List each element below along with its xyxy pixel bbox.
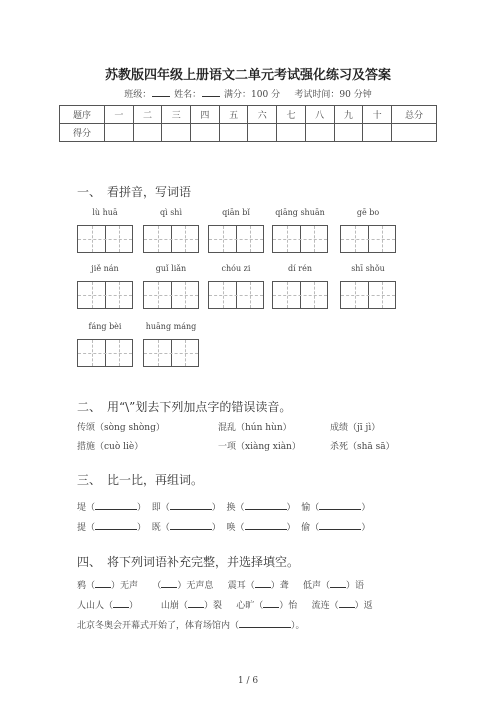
header-cell: 七 bbox=[277, 106, 306, 124]
q4-text: 震耳（ bbox=[227, 581, 255, 591]
class-label: 班级： bbox=[124, 90, 152, 100]
q3-paren: ） bbox=[137, 503, 147, 513]
q3-paren: ） bbox=[211, 503, 221, 513]
answer-blank[interactable] bbox=[170, 501, 212, 510]
writing-grid[interactable] bbox=[143, 225, 199, 253]
answer-blank[interactable] bbox=[239, 619, 291, 628]
score-cell[interactable] bbox=[334, 124, 363, 142]
section-1-heading: 一、 看拼音，写词语 bbox=[77, 185, 192, 199]
score-cell[interactable] bbox=[277, 124, 306, 142]
exam-time: 考试时间：90 分钟 bbox=[294, 90, 372, 100]
writing-grid[interactable] bbox=[272, 281, 328, 309]
answer-blank[interactable] bbox=[95, 501, 137, 510]
q4-row-3 bbox=[77, 618, 305, 631]
section-2-heading: 二、 用“\”划去下列加点字的错误读音。 bbox=[77, 400, 292, 414]
section-3-heading: 三、 比一比，再组词。 bbox=[77, 473, 204, 487]
q3-paren: ） bbox=[211, 523, 221, 533]
score-row bbox=[60, 124, 437, 142]
answer-blank[interactable] bbox=[255, 579, 271, 588]
writing-grid[interactable] bbox=[340, 225, 396, 253]
q4-text: 人山人（ bbox=[77, 601, 114, 611]
pinyin-label: guǐ liǎn bbox=[155, 264, 187, 273]
score-cell[interactable] bbox=[162, 124, 191, 142]
header-cell: 四 bbox=[191, 106, 220, 124]
score-cell[interactable] bbox=[248, 124, 277, 142]
q4-sentence: 北京冬奥会开幕式开始了，体育场馆内（ bbox=[77, 621, 240, 631]
q3-char: 即（ bbox=[151, 503, 170, 513]
q2-item[interactable]: 一项（xiàng xiàn） bbox=[218, 442, 301, 452]
pinyin-label: chóu zi bbox=[221, 264, 251, 273]
writing-grid[interactable] bbox=[208, 281, 264, 309]
pinyin-label: dí rén bbox=[288, 264, 312, 273]
score-table-header-row bbox=[60, 106, 437, 124]
q4-row-2 bbox=[77, 598, 373, 611]
answer-blank[interactable] bbox=[330, 579, 346, 588]
pinyin-label: qiāng shuān bbox=[275, 208, 325, 217]
header-cell: 八 bbox=[305, 106, 334, 124]
header-cell: 二 bbox=[133, 106, 162, 124]
q2-item[interactable]: 措施（cuò liè） bbox=[77, 442, 144, 452]
q4-row-1 bbox=[77, 578, 364, 591]
q3-row-1 bbox=[77, 500, 370, 513]
header-cell: 题序 bbox=[60, 106, 105, 124]
name-blank[interactable] bbox=[202, 88, 220, 97]
answer-blank[interactable] bbox=[245, 501, 287, 510]
q3-paren: ） bbox=[361, 523, 371, 533]
score-cell[interactable] bbox=[363, 124, 392, 142]
answer-blank[interactable] bbox=[319, 501, 361, 510]
header-cell: 十 bbox=[363, 106, 392, 124]
header-cell: 五 bbox=[219, 106, 248, 124]
writing-grid[interactable] bbox=[340, 281, 396, 309]
writing-grid[interactable] bbox=[77, 225, 133, 253]
q4-text: 流连（ bbox=[311, 601, 339, 611]
writing-grid[interactable] bbox=[208, 225, 264, 253]
score-cell[interactable] bbox=[133, 124, 162, 142]
q4-sentence: ）。 bbox=[291, 621, 305, 631]
pinyin-label: qiān bǐ bbox=[222, 208, 250, 217]
writing-grid[interactable] bbox=[77, 281, 133, 309]
answer-blank[interactable] bbox=[263, 599, 279, 608]
answer-blank[interactable] bbox=[319, 521, 361, 530]
score-table bbox=[59, 105, 437, 142]
pinyin-label: qì shì bbox=[159, 208, 183, 217]
q2-item[interactable]: 传颂（sòng shòng） bbox=[77, 423, 165, 433]
writing-grid[interactable] bbox=[272, 225, 328, 253]
q4-text: ）无声息 bbox=[177, 581, 214, 591]
q4-text: ）无声 bbox=[111, 581, 139, 591]
answer-blank[interactable] bbox=[161, 579, 177, 588]
class-blank[interactable] bbox=[152, 88, 170, 97]
writing-grid[interactable] bbox=[143, 339, 199, 367]
pinyin-label: jiě nán bbox=[91, 264, 119, 273]
q3-paren: ） bbox=[286, 503, 296, 513]
q3-char: 既（ bbox=[151, 523, 170, 533]
writing-grid[interactable] bbox=[77, 339, 133, 367]
q4-text: ）裂 bbox=[203, 601, 222, 611]
name-label: 姓名： bbox=[174, 90, 202, 100]
score-row-label: 得分 bbox=[60, 124, 105, 142]
answer-blank[interactable] bbox=[95, 579, 111, 588]
score-cell[interactable] bbox=[191, 124, 220, 142]
answer-blank[interactable] bbox=[188, 599, 204, 608]
pinyin-label: gē bo bbox=[356, 208, 380, 217]
q4-text: 心旷（ bbox=[236, 601, 264, 611]
pinyin-label: fáng bèi bbox=[88, 322, 122, 331]
q3-paren: ） bbox=[361, 503, 371, 513]
section-4-heading: 四、 将下列词语补充完整，并选择填空。 bbox=[77, 555, 300, 569]
pinyin-label: shī shǒu bbox=[351, 264, 385, 273]
q3-char: 偷（ bbox=[301, 523, 320, 533]
page-title: 苏教版四年级上册语文二单元考试强化练习及答案 bbox=[104, 68, 391, 83]
q4-text: 低声（ bbox=[303, 581, 331, 591]
pinyin-label: huāng máng bbox=[145, 322, 197, 331]
q4-text: 鸦（ bbox=[77, 581, 96, 591]
writing-grid[interactable] bbox=[143, 281, 199, 309]
q3-char: 愉（ bbox=[301, 503, 320, 513]
score-cell[interactable] bbox=[105, 124, 134, 142]
header-cell: 一 bbox=[105, 106, 134, 124]
q2-item[interactable]: 成绩（jī jì） bbox=[330, 423, 381, 433]
answer-blank[interactable] bbox=[170, 521, 212, 530]
answer-blank[interactable] bbox=[113, 599, 129, 608]
exam-info bbox=[0, 87, 496, 100]
page-number: 1 / 6 bbox=[237, 676, 259, 686]
q3-char: 提（ bbox=[77, 523, 96, 533]
header-cell: 总分 bbox=[392, 106, 437, 124]
q3-char: 唤（ bbox=[226, 523, 245, 533]
answer-blank[interactable] bbox=[95, 521, 137, 530]
q3-row-2 bbox=[77, 520, 370, 533]
answer-blank[interactable] bbox=[245, 521, 287, 530]
score-cell[interactable] bbox=[219, 124, 248, 142]
score-cell[interactable] bbox=[305, 124, 334, 142]
q4-text: ）语 bbox=[346, 581, 365, 591]
q4-text: 山崩（ bbox=[160, 601, 188, 611]
q4-text: ）怡 bbox=[279, 601, 298, 611]
q4-text: ） bbox=[129, 601, 139, 611]
pinyin-label: lù huā bbox=[92, 208, 118, 217]
q4-text: （ bbox=[152, 581, 162, 591]
header-cell: 三 bbox=[162, 106, 191, 124]
header-cell: 六 bbox=[248, 106, 277, 124]
full-score: 满分：100 分 bbox=[224, 90, 281, 100]
q3-paren: ） bbox=[137, 523, 147, 533]
q3-char: 换（ bbox=[226, 503, 245, 513]
q3-paren: ） bbox=[286, 523, 296, 533]
q2-item[interactable]: 杀死（shā sā） bbox=[330, 442, 395, 452]
header-cell: 九 bbox=[334, 106, 363, 124]
q4-text: ）返 bbox=[354, 601, 373, 611]
q3-char: 堤（ bbox=[77, 503, 96, 513]
q2-item[interactable]: 混乱（hún hùn） bbox=[218, 423, 292, 433]
score-cell[interactable] bbox=[392, 124, 437, 142]
q4-text: ）聋 bbox=[270, 581, 289, 591]
answer-blank[interactable] bbox=[339, 599, 355, 608]
